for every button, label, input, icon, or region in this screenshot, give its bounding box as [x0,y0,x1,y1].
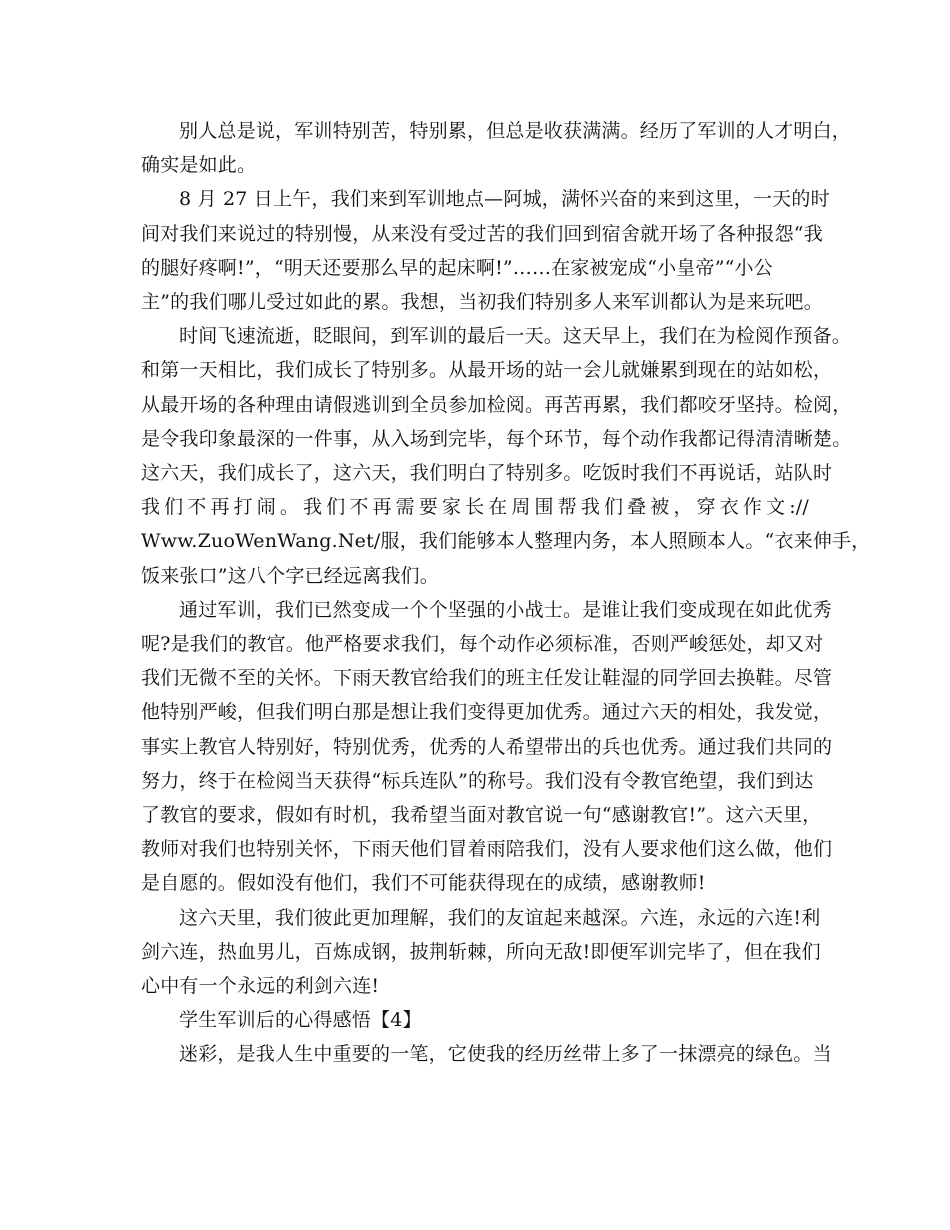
text-line: 别人总是说，军训特别苦，特别累，但总是收获满满。经历了军训的人才明白， [179,120,852,142]
text-line: 心中有一个永远的利剑六连! [141,975,380,998]
text-line: 他特别严峻，但我们明白那是想让我们变得更加优秀。通过六天的相处，我发觉， [141,701,833,724]
text-line: 8 月 27 日上午，我们来到军训地点—阿城，满怀兴奋的来到这里，一天的时 [179,188,830,211]
text-line: 从最开场的各种理由请假逃训到全员参加检阅。再苦再累，我们都咬牙坚持。检阅， [141,393,852,416]
text-line: 饭来张口”这八个字已经远离我们。 [141,564,439,587]
document-body [141,114,871,1072]
text-line: 迷彩，是我人生中重要的一笔，它使我的经历丝带上多了一抹漂亮的绿色。当 [179,1043,832,1066]
text-line: 是令我印象最深的一件事，从入场到完毕，每个环节，每个动作我都记得清清晰楚。 [141,427,852,450]
text-line: 努力，终于在检阅当天获得“标兵连队”的称号。我们没有令教官绝望，我们到达 [141,769,814,792]
text-line: 教师对我们也特别关怀，下雨天他们冒着雨陪我们，没有人要求他们这么做，他们 [141,838,833,861]
text-line: 呢?是我们的教官。他严格要求我们，每个动作必须标准，否则严峻惩处，却又对 [141,633,824,656]
section-heading: 学生军训后的心得感悟【4】 [179,1009,422,1032]
text-line: 时间飞速流逝，眨眼间，到军训的最后一天。这天早上，我们在为检阅作预备。 [179,325,852,348]
text-line: 和第一天相比，我们成长了特别多。从最开场的站一会儿就嫌累到现在的站如松， [141,359,833,382]
text-line: 的腿好疼啊!”，“明天还要那么早的起床啊!”……在家被宠成“小皇帝”“小公 [141,256,773,279]
text-line: 我们不再打闹。我们不再需要家长在周围帮我们叠被，穿衣作文:// [141,496,809,519]
text-line: 事实上教官人特别好，特别优秀，优秀的人希望带出的兵也优秀。通过我们共同的 [141,735,833,758]
text-line: 这六天，我们成长了，这六天，我们明白了特别多。吃饭时我们不再说话，站队时 [141,462,833,485]
text-line: 确实是如此。 [141,154,257,177]
text-line: 剑六连，热血男儿，百炼成钢，披荆斩棘，所向无敌!即便军训完毕了，但在我们 [141,940,821,963]
text-line: 是自愿的。假如没有他们，我们不可能获得现在的成绩，感谢教师! [141,872,706,895]
text-line: 主”的我们哪儿受过如此的累。我想，当初我们特别多人来军训都认为是来玩吧。 [141,291,823,314]
text-line: 了教官的要求，假如有时机，我希望当面对教官说一句“感谢教官!”。这六天里， [141,804,822,827]
text-line: 这六天里，我们彼此更加理解，我们的友谊起来越深。六连，永远的六连!利 [179,906,821,929]
text-line: 通过军训，我们已然变成一个个坚强的小战士。是谁让我们变成现在如此优秀 [179,598,832,621]
text-line: 我们无微不至的关怀。下雨天教官给我们的班主任发让鞋湿的同学回去换鞋。尽管 [141,667,833,690]
text-line: 间对我们来说过的特别慢，从来没有受过苦的我们回到宿舍就开场了各种报怨“我 [141,222,823,245]
text-line: Www.ZuoWenWang.Net/服，我们能够本人整理内务，本人照顾本人。“衣来伸手， [141,530,871,553]
